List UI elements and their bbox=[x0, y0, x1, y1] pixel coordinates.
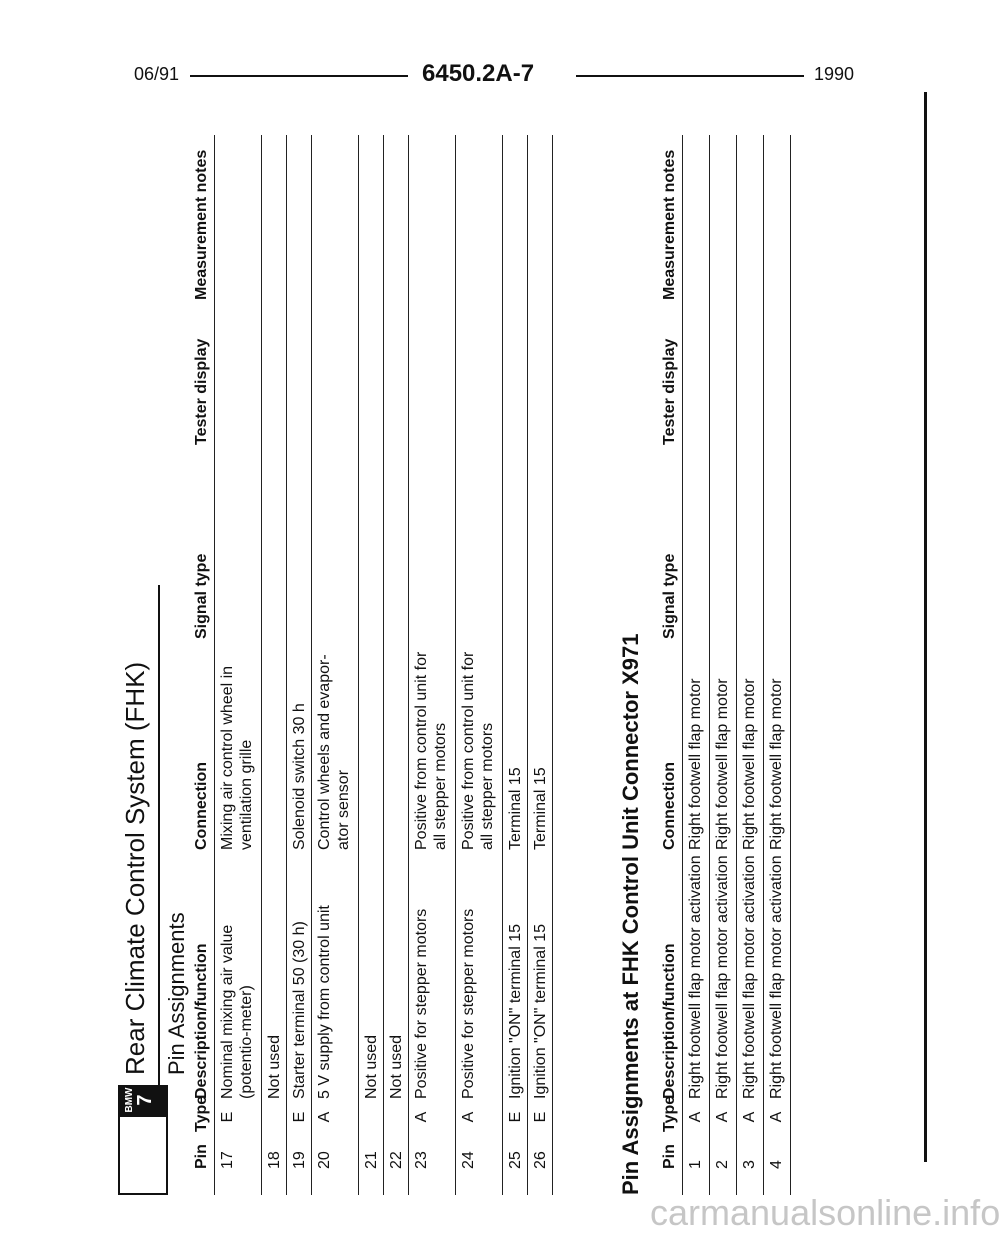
title-divider bbox=[158, 585, 160, 1085]
header-rule-right bbox=[576, 75, 804, 77]
pin-cell: 25 bbox=[507, 1151, 524, 1169]
pin-cell: 19 bbox=[291, 1151, 308, 1169]
pin-cell: 4 bbox=[768, 1160, 785, 1169]
type-cell: E bbox=[219, 1111, 236, 1123]
type-cell: A bbox=[741, 1111, 758, 1123]
pin-cell: 23 bbox=[413, 1151, 430, 1169]
type-cell: E bbox=[532, 1111, 549, 1123]
header-rule-left bbox=[190, 75, 408, 77]
description-cell: Ignition "ON" terminal 15 bbox=[507, 924, 524, 1099]
col-connection: Connection bbox=[661, 762, 678, 850]
table-row bbox=[261, 135, 286, 1195]
page-subtitle: Pin Assignments bbox=[164, 912, 189, 1075]
pin-cell: 26 bbox=[532, 1151, 549, 1169]
connection-cell: Right footwell flap motor bbox=[714, 678, 731, 850]
table-row bbox=[358, 135, 383, 1195]
page-header bbox=[120, 58, 880, 88]
header-year: 1990 bbox=[814, 64, 855, 84]
connection-cell: Terminal 15 bbox=[532, 767, 549, 850]
table-row bbox=[455, 135, 502, 1195]
header-date: 06/91 bbox=[134, 64, 180, 84]
type-cell: A bbox=[687, 1111, 704, 1123]
col-pin: Pin bbox=[661, 1144, 678, 1169]
type-cell: E bbox=[507, 1111, 524, 1123]
table-row bbox=[502, 135, 527, 1195]
table-row bbox=[383, 135, 408, 1195]
pin-cell: 17 bbox=[219, 1151, 236, 1169]
type-cell: A bbox=[413, 1111, 430, 1123]
page-edge-bar bbox=[924, 92, 927, 1162]
col-tester-display: Tester display bbox=[193, 338, 210, 445]
table-row bbox=[527, 135, 553, 1195]
description-cell: Ignition "ON" terminal 15 bbox=[532, 924, 549, 1099]
pin-cell: 20 bbox=[316, 1151, 333, 1169]
col-description: Description/function bbox=[661, 943, 678, 1099]
connection-cell: Positive from control unit for all stepper motors bbox=[460, 651, 496, 850]
rotated-page-content bbox=[118, 135, 808, 1195]
connection-cell: Right footwell flap motor bbox=[741, 678, 758, 850]
table-row bbox=[408, 135, 455, 1195]
table-row bbox=[311, 135, 358, 1195]
col-tester-display: Tester display bbox=[661, 338, 678, 445]
table-row bbox=[682, 135, 709, 1195]
table-row bbox=[709, 135, 736, 1195]
connection-cell: Mixing air control wheel in ventilation grille bbox=[219, 665, 255, 850]
description-cell: Right footwell flap motor activation bbox=[687, 855, 704, 1099]
pin-cell: 21 bbox=[363, 1151, 380, 1169]
description-cell: Positive for stepper motors bbox=[460, 908, 477, 1099]
bmw-logo bbox=[118, 1085, 168, 1115]
pin-cell: 3 bbox=[741, 1160, 758, 1169]
table-row bbox=[763, 135, 791, 1195]
connection-cell: Right footwell flap motor bbox=[768, 678, 785, 850]
col-type: Type bbox=[193, 1095, 210, 1132]
type-cell: A bbox=[768, 1111, 785, 1123]
description-cell: Not used bbox=[388, 1034, 405, 1099]
col-description: Description/function bbox=[193, 943, 210, 1099]
col-signal-type: Signal type bbox=[193, 553, 210, 639]
description-cell: Nominal mixing air value (potentio-meter) bbox=[219, 924, 255, 1099]
header-doc-code: 6450.2A-7 bbox=[422, 60, 535, 87]
col-signal-type: Signal type bbox=[661, 553, 678, 639]
col-connection: Connection bbox=[193, 762, 210, 850]
bmw-logo-text: BMW bbox=[124, 1087, 135, 1113]
description-cell: 5 V supply from control unit bbox=[316, 905, 333, 1099]
description-cell: Right footwell flap motor activation bbox=[741, 855, 758, 1099]
pin-table bbox=[190, 135, 553, 1195]
connection-cell: Terminal 15 bbox=[507, 767, 524, 850]
col-measurement-notes: Measurement notes bbox=[661, 149, 678, 300]
table-row bbox=[286, 135, 311, 1195]
connection-cell: Solenoid switch 30 h bbox=[291, 703, 308, 850]
description-cell: Starter terminal 50 (30 h) bbox=[291, 921, 308, 1099]
connection-cell: Control wheels and evapor-ator sensor bbox=[316, 654, 352, 850]
col-measurement-notes: Measurement notes bbox=[193, 149, 210, 300]
type-cell: A bbox=[316, 1111, 333, 1123]
watermark: carmanualsonline.info bbox=[650, 1192, 1000, 1233]
pin-cell: 18 bbox=[266, 1151, 283, 1169]
connection-cell: Positive from control unit for all stepper motors bbox=[413, 651, 449, 850]
description-cell: Right footwell flap motor activation bbox=[768, 855, 785, 1099]
pin-cell: 22 bbox=[388, 1151, 405, 1169]
connector-pin-table bbox=[658, 135, 791, 1195]
connection-cell: Right footwell flap motor bbox=[687, 678, 704, 850]
description-cell: Not used bbox=[266, 1034, 283, 1099]
col-pin: Pin bbox=[193, 1144, 210, 1169]
series-number: 7 bbox=[134, 1094, 156, 1106]
type-cell: A bbox=[714, 1111, 731, 1123]
type-cell: E bbox=[291, 1111, 308, 1123]
table-row bbox=[214, 135, 261, 1195]
description-cell: Positive for stepper motors bbox=[413, 908, 430, 1099]
type-cell: A bbox=[460, 1111, 477, 1123]
description-cell: Not used bbox=[363, 1034, 380, 1099]
table-header bbox=[658, 135, 682, 1195]
pin-cell: 2 bbox=[714, 1160, 731, 1169]
logo-frame bbox=[118, 1115, 168, 1195]
section-title: Pin Assignments at FHK Control Unit Connector X971 bbox=[618, 633, 643, 1195]
page-title: Rear Climate Control System (FHK) bbox=[120, 661, 150, 1075]
col-type: Type bbox=[661, 1095, 678, 1132]
pin-cell: 24 bbox=[460, 1151, 477, 1169]
table-row bbox=[736, 135, 763, 1195]
pin-cell: 1 bbox=[687, 1160, 704, 1169]
table-header bbox=[190, 135, 214, 1195]
description-cell: Right footwell flap motor activation bbox=[714, 855, 731, 1099]
